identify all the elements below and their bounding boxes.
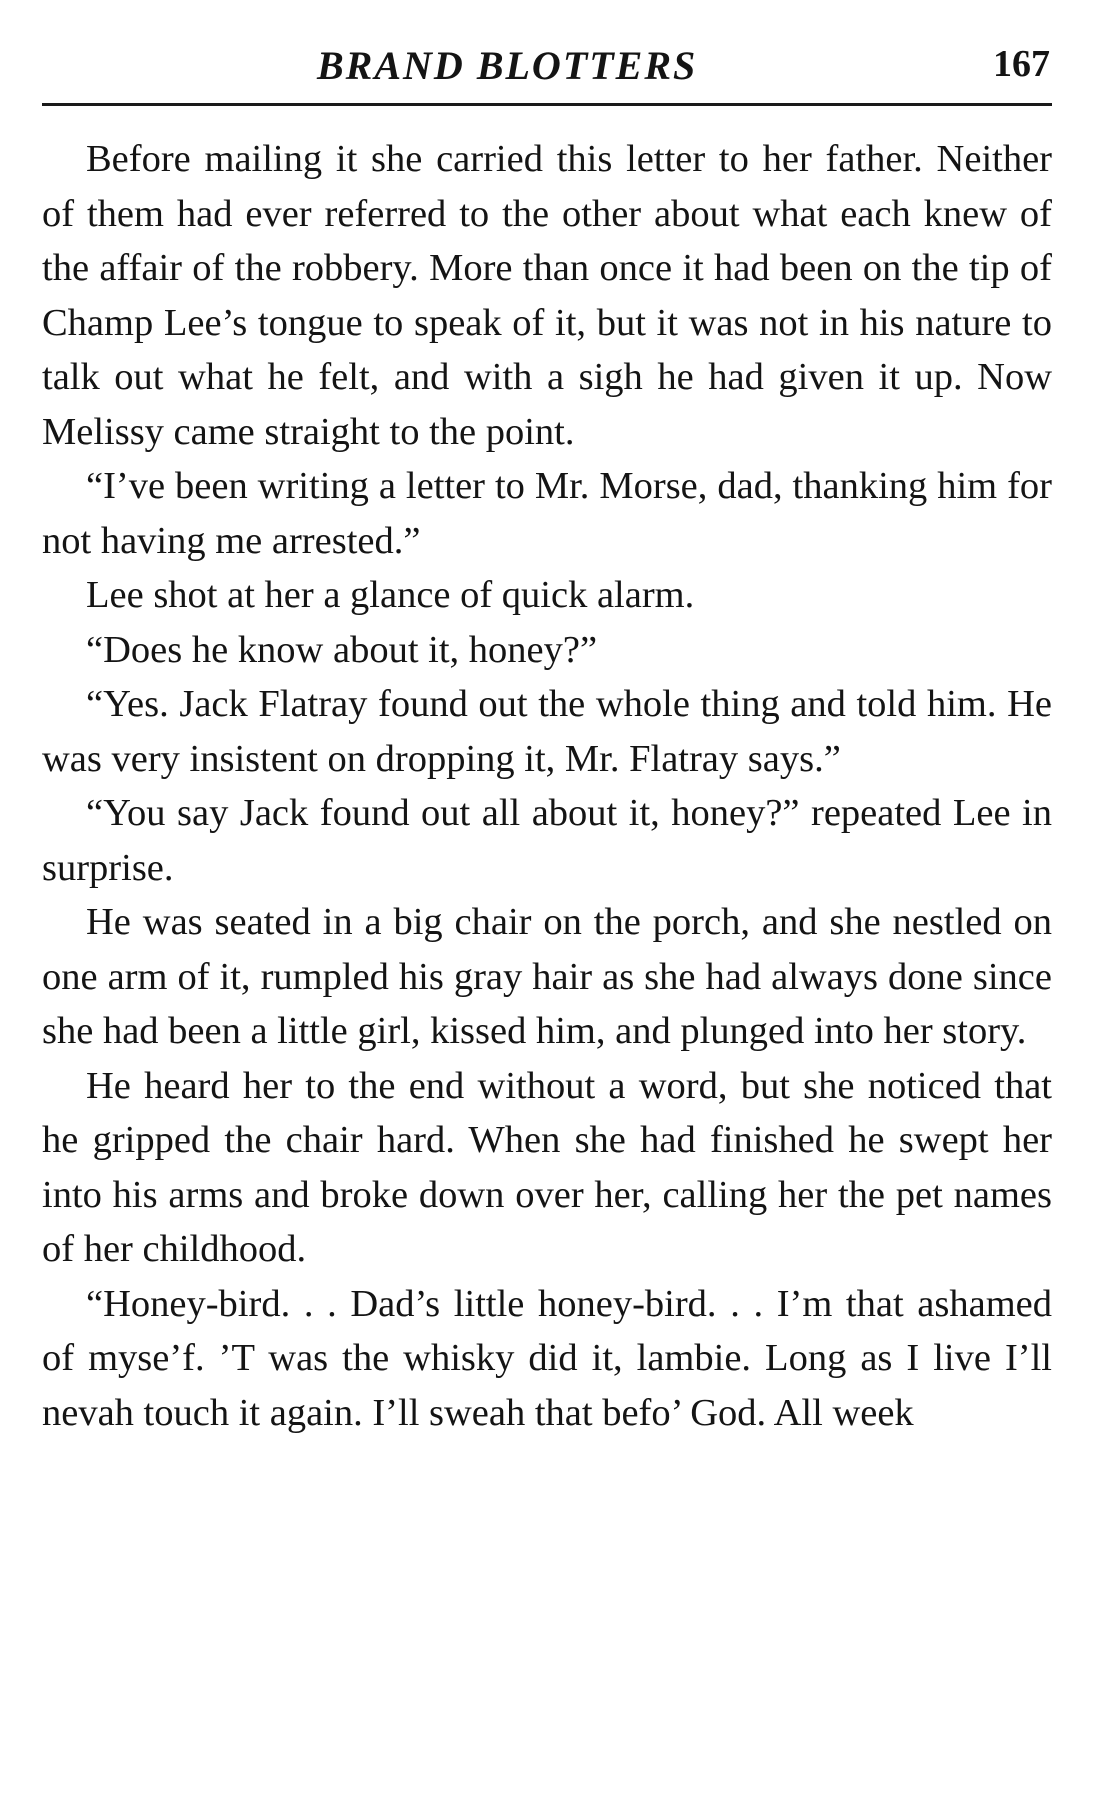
paragraph: “Does he know about it, honey?” (86, 628, 598, 671)
paragraph: He heard her to the end without a word, but she noticed that he gripped the chair hard. When she had finished he swept her into his arms and broke down over her, calling her the pet names of her childhood. (42, 1064, 1052, 1270)
paragraph: Lee shot at her a glance of quick alarm. (86, 574, 695, 616)
paragraph: Before mailing it she carried this letter to her father. Neither of them had ever referred to the other about what each knew of the affair of the robbery. More than once it had been on the tip of Champ Lee’s tongue to speak of it, but it was not in his nature to talk out what he felt, and with a sigh he had given it up. Now Melissy came straight to the point. (42, 138, 1052, 453)
paragraph: He was seated in a big chair on the porch, and she nestled on one arm of it, rumpled his gray hair as she had always done since she had been a little girl, kissed him, and plunged into her story. (42, 901, 1052, 1052)
paragraph: “You say Jack found out all about it, honey?” repeated Lee in surprise. (42, 792, 1052, 889)
paragraph: “I’ve been writing a letter to Mr. Morse, dad, thanking him for not having me arrested.” (42, 465, 1052, 562)
page-number: 167 (993, 43, 1050, 85)
page-header (42, 38, 1052, 98)
paragraph: “Yes. Jack Flatray found out the whole thing and told him. He was very insistent on dropping it, Mr. Flatray says.” (42, 683, 1052, 780)
header-rule (42, 103, 1052, 106)
book-page (42, 0, 1052, 1816)
paragraph: “Honey-bird. . . Dad’s little honey-bird. . . I’m that ashamed of myse’f. ’T was the whisky did it, lambie. Long as I live I’ll nevah touch it again. I’ll sweah that befo’ God. All week (42, 1282, 1052, 1434)
running-title: BRAND BLOTTERS (317, 43, 698, 88)
body-text (42, 132, 1052, 1440)
